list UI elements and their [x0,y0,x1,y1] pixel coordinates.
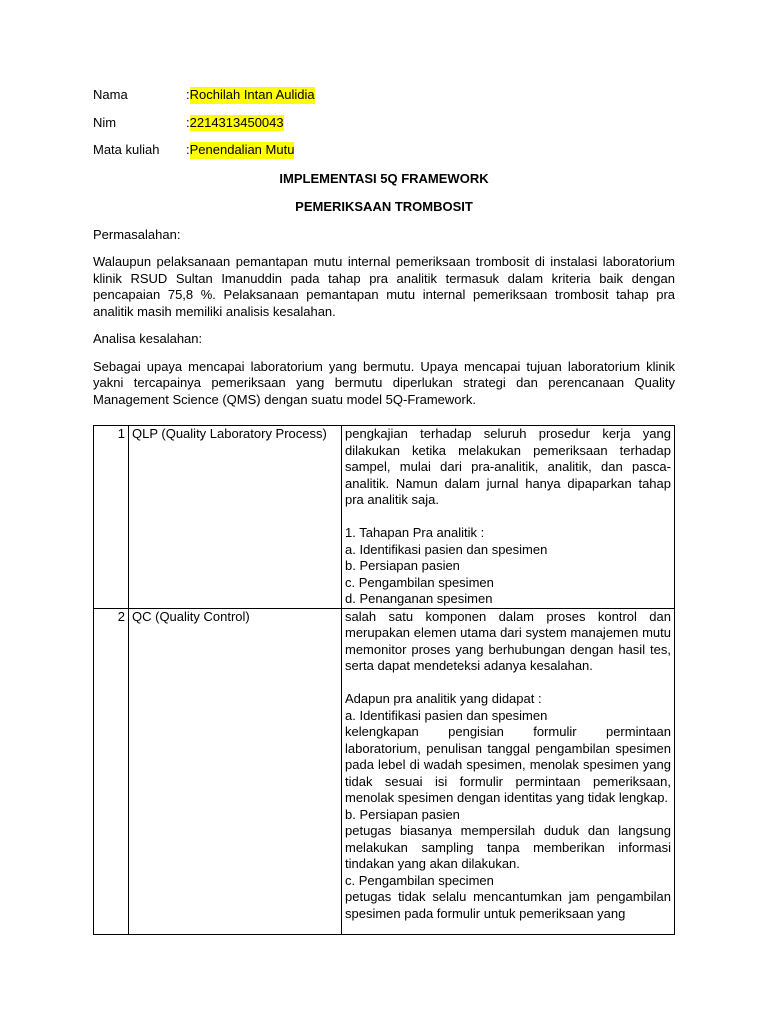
table-row [94,608,675,934]
permasalahan-text: Walaupun pelaksanaan pemantapan mutu internal pemeriksaan trombosit di instalasi laboratorium klinik RSUD Sultan Imanuddin pada tahap pra analitik termasuk dalam kriteria baik dengan pencapaian 75,8 %. Pelaksanaan pemantapan mutu internal pemeriksaan trombosit tahap pra analitik masih memiliki analisis kesalahan. [93,254,675,319]
document-title: IMPLEMENTASI 5Q FRAMEWORK [279,170,489,186]
row-name: QLP (Quality Laboratory Process) [129,426,342,609]
mata-kuliah-label: Mata kuliah [93,142,160,157]
qlp-description: pengkajian terhadap seluruh prosedur kerja yang dilakukan ketika melakukan pemeriksaan terhadap sampel, mulai dari pra-analitik, analitik, dan pasca-analitik. Namun dalam jurnal hanya dipaparkan tahap pra analitik saja. [345,426,671,507]
row-number: 1 [94,426,129,609]
row-description [342,426,675,609]
row-number: 2 [94,608,129,934]
document-content [93,87,675,408]
nim-value: 2214313450043 [189,114,284,130]
row-description [342,608,675,934]
qc-list-title: Adapun pra analitik yang didapat : [345,691,542,706]
list-item: a. Identifikasi pasien dan spesimen [345,541,548,557]
qc-item-b-text: petugas biasanya mempersilah duduk dan langsung melakukan sampling tanpa memberikan informasi tindakan yang akan dilakukan. [345,823,671,871]
qc-description-wrapper [345,609,671,933]
row-name: QC (Quality Control) [129,608,342,934]
qc-item-c-text: petugas tidak selalu mencantumkan jam pengambilan spesimen pada formulir untuk pemeriksaan yang [345,889,671,921]
permasalahan-heading: Permasalahan: [93,226,181,242]
qc-item-a-text: kelengkapan pengisian formulir permintaan laboratorium, penulisan tanggal pengambilan spesimen pada lebel di wadah spesimen, menolak spesimen yang tidak sesuai isi formulir permintaan pemeriksaan, menolak spesimen dengan identitas yang tidak lengkap. [345,724,671,805]
document-subtitle: PEMERIKSAAN TROMBOSIT [295,199,473,214]
analisa-heading: Analisa kesalahan: [93,331,203,346]
qlp-list-title: 1. Tahapan Pra analitik : [345,525,485,540]
list-item: c. Pengambilan spesimen [345,574,494,590]
qc-item-c-title: c. Pengambilan specimen [345,872,494,888]
qc-item-b-title: b. Persiapan pasien [345,806,460,822]
qc-item-a-title: a. Identifikasi pasien dan spesimen [345,707,548,723]
nim-label: Nim [93,114,117,130]
nama-label: Nama [93,87,128,102]
nama-colon: : [186,87,190,102]
list-item: b. Persiapan pasien [345,558,460,573]
info-row-mata-kuliah [93,142,675,159]
info-row-nim [93,115,675,132]
qc-description: salah satu komponen dalam proses kontrol dan merupakan elemen utama dari system manajemen mutu memonitor proses yang berhubungan dengan hasil tes, serta dapat mendeteksi adanya kesalahan. [345,608,671,673]
list-item: d. Penanganan spesimen [345,591,493,606]
nama-value: Rochilah Intan Aulidia [189,87,315,102]
mata-kuliah-value: Penendalian Mutu [189,142,295,157]
info-row-nama [93,87,675,104]
mata-kuliah-colon: : [186,142,190,157]
framework-table [93,425,675,935]
table-row [94,426,675,609]
nim-colon: : [186,114,190,130]
analisa-text: Sebagai upaya mencapai laboratorium yang bermutu. Upaya mencapai tujuan laboratorium klinik yakni tercapainya pemeriksaan yang bermutu diperlukan strategi dan perencanaan Quality Management Science (QMS) dengan suatu model 5Q-Framework. [93,358,675,407]
